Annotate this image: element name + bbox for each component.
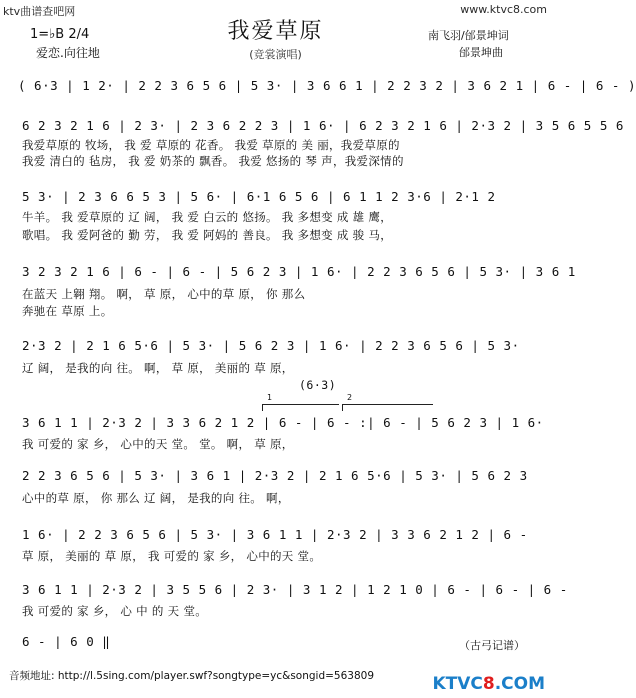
score-line-8: 1 6· | 2 2 3 6 5 6 | 5 3· | 3 6 1 1 | 2·3 2 | 3 3 6 2 1 2 | 6 - <box>22 527 528 542</box>
score-line-2: 6 2 3 2 1 6 | 2 3· | 2 3 6 2 2 3 | 1 6· | 6 2 3 2 1 6 | 2·3 2 | 3 5 6 5 5 6 <box>22 118 624 133</box>
watermark-left: ktv曲谱查吧网 <box>3 5 76 18</box>
score-line-5: 2·3 2 | 2 1 6 5·6 | 5 3· | 5 6 2 3 | 1 6· | 2 2 3 6 5 6 | 5 3· <box>22 338 520 353</box>
lyric-line-3a: 牛羊。 我 爱草原的 辽 阔， 我 爱 白云的 悠扬。 我 多想变 成 雄 鹰， <box>22 210 393 224</box>
tempo-marking: 爱恋.向往地 <box>36 46 100 60</box>
score-line-7: 2 2 3 6 5 6 | 5 3· | 3 6 1 | 2·3 2 | 2 1 6 5·6 | 5 3· | 5 6 2 3 <box>22 468 528 483</box>
score-line-10: 6 - | 6 0 ‖ <box>22 634 111 649</box>
volta-first-ending: 1 <box>262 404 339 411</box>
volta-second-ending: 2 <box>342 404 433 411</box>
lyricist: 南飞羽/邰景坤词 <box>428 29 509 42</box>
site-logo: KTVC8.COM <box>432 674 545 694</box>
lyric-line-5a: 辽 阔， 是我的向 往。 啊， 草 原， 美丽的 草 原， <box>22 361 294 375</box>
lyric-line-4b: 奔驰在 草原 上。 <box>22 304 113 318</box>
lyric-line-2a: 我爱草原的 牧场， 我 爱 草原的 花香。 我爱 草原的 美 丽，我爱草原的 <box>22 138 400 152</box>
lyric-line-2b: 我爱 清白的 毡房， 我 爱 奶茶的 飘香。 我爱 悠扬的 琴 声，我爱深情的 <box>22 154 404 168</box>
score-line-9: 3 6 1 1 | 2·3 2 | 3 5 5 6 | 2 3· | 3 1 2 | 1 2 1 0 | 6 - | 6 - | 6 - <box>22 582 568 597</box>
score-line-4: 3 2 3 2 1 6 | 6 - | 6 - | 5 6 2 3 | 1 6· | 2 2 3 6 5 6 | 5 3· | 3 6 1 <box>22 264 576 279</box>
score-line-1: ( 6·3 | 1 2· | 2 2 3 6 5 6 | 5 3· | 3 6 6 1 | 2 2 3 2 | 3 6 2 1 | 6 - | 6 - ) <box>18 78 636 93</box>
lyric-line-6a: 我 可爱的 家 乡， 心中的天 堂。 堂。 啊， 草 原， <box>22 437 294 451</box>
score-line-3: 5 3· | 2 3 6 6 5 3 | 5 6· | 6·1 6 5 6 | 6 1 1 2 3·6 | 2·1 2 <box>22 189 496 204</box>
transcriber-tag: （古弓记谱） <box>459 639 525 652</box>
audio-link[interactable]: 音频地址: http://l.5sing.com/player.swf?songtype=yc&songid=563809 <box>9 670 375 682</box>
score-line-6: 3 6 1 1 | 2·3 2 | 3 3 6 2 1 2 | 6 - | 6 - :| 6 - | 5 6 2 3 | 1 6· <box>22 415 544 430</box>
lyric-line-3b: 歌唱。 我 爱阿爸的 勤 劳， 我 爱 阿妈的 善良。 我 多想变 成 骏 马， <box>22 228 393 242</box>
watermark-right: www.ktvc8.com <box>460 3 547 16</box>
lyric-line-4a: 在蓝天 上翱 翔。 啊， 草 原， 心中的草 原， 你 那么 <box>22 287 306 301</box>
lyric-line-9a: 我 可爱的 家 乡， 心 中 的 天 堂。 <box>22 604 208 618</box>
lyric-line-7a: 心中的草 原， 你 那么 辽 阔， 是我的向 往。 啊， <box>22 491 290 505</box>
lyric-line-8a: 草 原， 美丽的 草 原， 我 可爱的 家 乡， 心中的天 堂。 <box>22 549 322 563</box>
volta-pickup: (6·3) <box>299 378 337 392</box>
page-title: 我爱草原 <box>227 19 324 44</box>
key-signature: 1=♭B 2/4 <box>30 27 90 42</box>
performer: (竞裳演唱) <box>249 48 302 61</box>
composer: 邰景坤曲 <box>459 46 503 59</box>
